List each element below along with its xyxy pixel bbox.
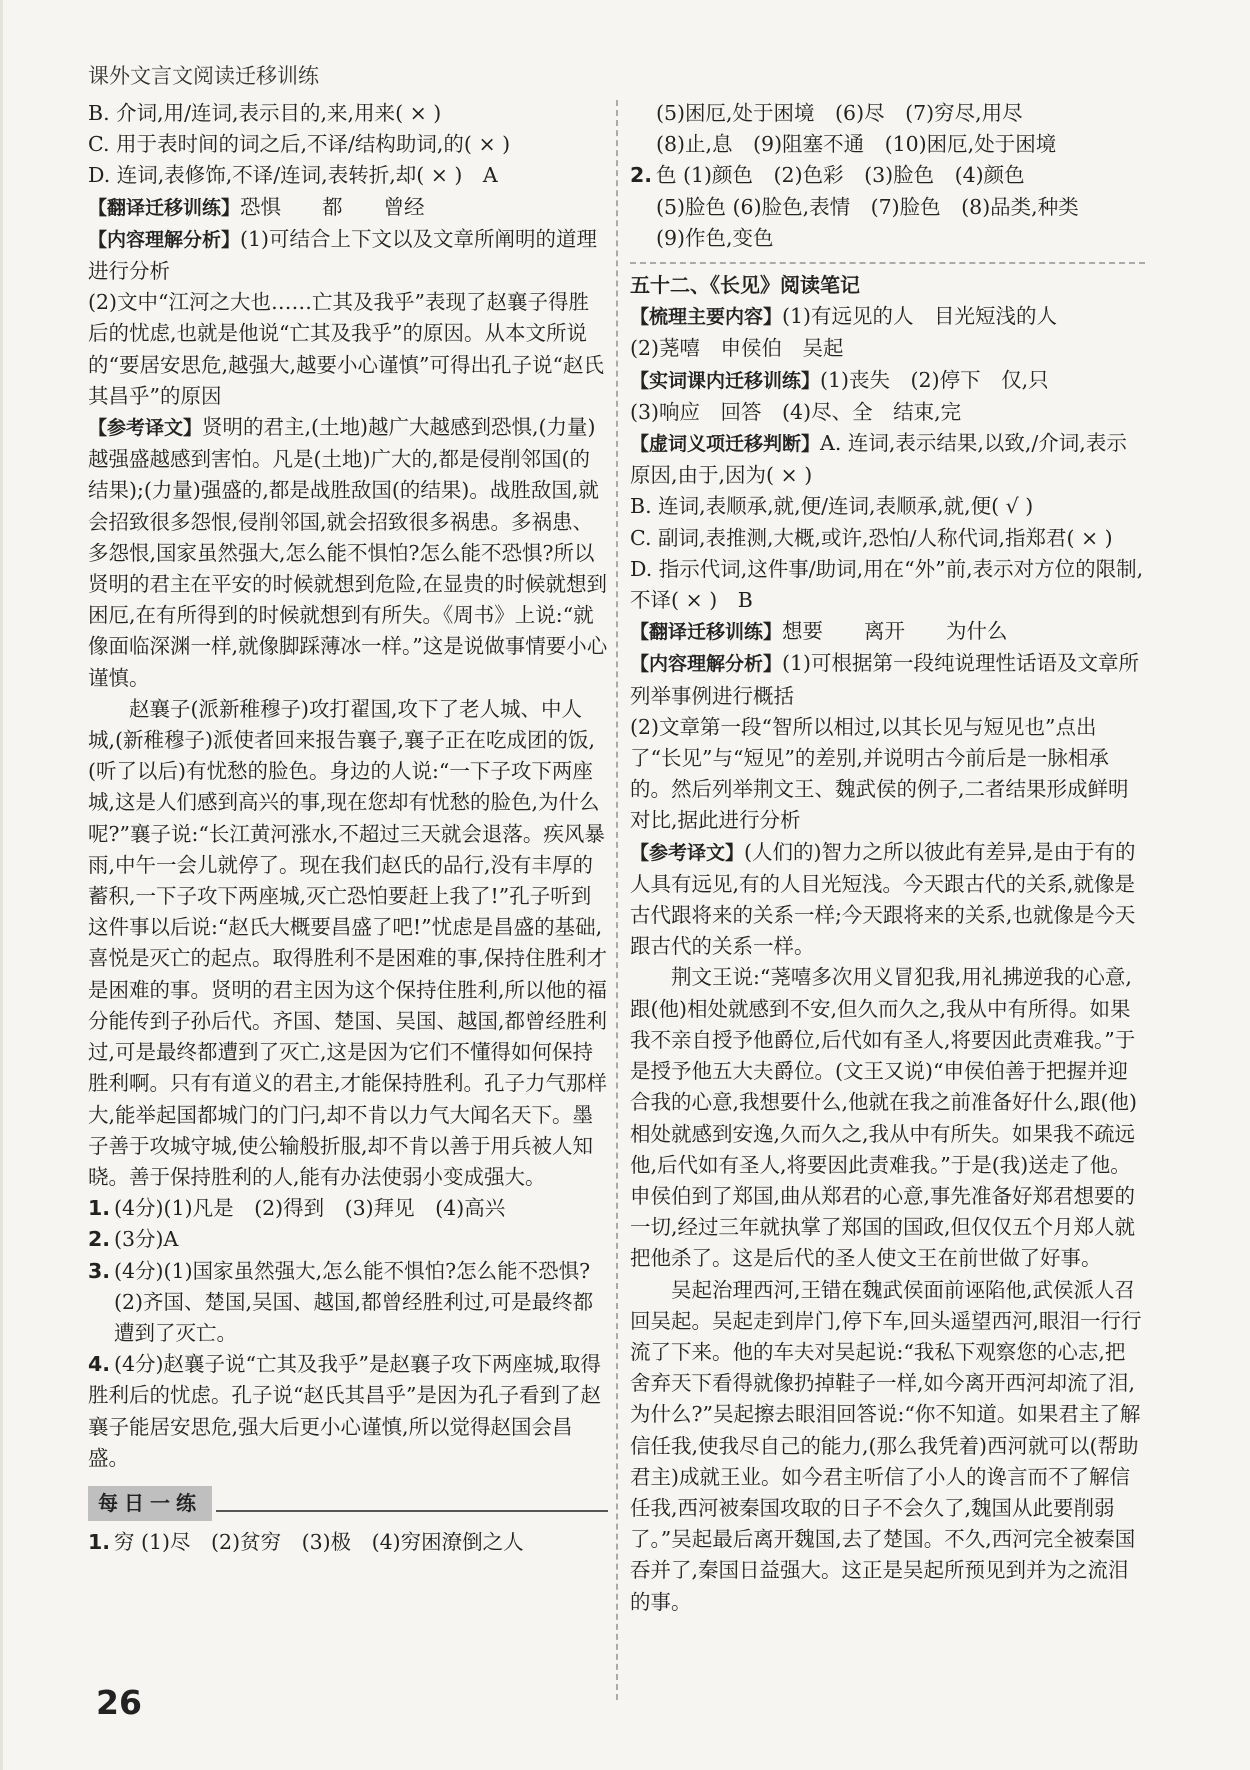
text-line: C. 用于表时间的词之后,不译/结构助词,的( × ) (88, 132, 511, 157)
running-header: 课外文言文阅读迁移训练 (88, 64, 319, 88)
column-divider (616, 100, 618, 1700)
section-line (630, 616, 1145, 648)
section-tag: 【翻译迁移训练】 (630, 621, 783, 644)
numbered-answer (88, 1256, 608, 1287)
daily-practice-rule (216, 1496, 608, 1512)
section-line (630, 365, 1145, 397)
section-title: 五十二、《长见》阅读笔记 (630, 273, 860, 298)
answer-continuation: (5)脸色 (6)脸色,表情 (7)脸色 (8)品类,种类 (656, 194, 1079, 219)
numbered-answer (88, 1349, 608, 1474)
section-line (630, 301, 1145, 333)
dashed-separator (630, 262, 1145, 264)
answer-text: 穷 (1)尽 (2)贫穷 (3)极 (4)穷困潦倒之人 (114, 1530, 524, 1555)
numbered-answer (88, 1527, 608, 1558)
answer-number: 4. (88, 1352, 111, 1377)
numbered-answer (88, 1224, 608, 1255)
section-text: 想要 离开 为什么 (782, 619, 1008, 644)
section-text: (1)有远见的人 目光短浅的人 (782, 304, 1058, 329)
section-text: (1)丧失 (2)停下 仅,只 (820, 367, 1049, 392)
text-line: (2)文中“江河之大也……亡其及我乎”表现了赵襄子得胜后的忧虑,也就是他说“亡其及我乎”的原因。从本文所说的“要居安思危,越强大,越要小心谨慎”可得出孔子说“赵氏其昌乎”的原因 (88, 290, 604, 408)
page-number: 26 (96, 1683, 142, 1722)
text-line: B. 介词,用/连词,表示目的,来,用来( × ) (88, 101, 442, 125)
section-line (88, 224, 608, 287)
answer-number: 1. (88, 1196, 111, 1221)
numbered-answer (88, 1193, 608, 1224)
answer-continuation: (9)作色,变色 (656, 225, 774, 250)
section-line (88, 412, 608, 694)
section-line (630, 837, 1145, 963)
text-line: (2)荛嘻 申侯伯 吴起 (630, 336, 844, 361)
answer-text: (4分)赵襄子说“亡其及我乎”是赵襄子攻下两座城,取得胜利后的忧虑。孔子说“赵氏其昌乎”是因为孔子看到了赵襄子能居安思危,强大后更小心谨慎,所以觉得赵国会昌盛。 (88, 1352, 602, 1470)
answer-text: 色 (1)颜色 (2)色彩 (3)脸色 (4)颜色 (656, 163, 1025, 188)
text-line: (2)文章第一段“智所以相过,以其长见与短见也”点出了“长见”与“短见”的差别,并说明古今前后是一脉相承的。然后列举荆文王、魏武侯的例子,二者结果形成鲜明对比,据此进行分析 (630, 714, 1129, 833)
translation-paragraph: 赵襄子(派新稚穆子)攻打翟国,攻下了老人城、中人城,(新稚穆子)派使者回来报告襄子,襄子正在吃成团的饭,(听了以后)有忧愁的脸色。身边的人说:“一下子攻下两座城,这是人们感到高兴的事,现在您却有忧愁的脸色,为什么呢?”襄子说:“长江黄河涨水,不超过三天就会退落。疾风暴雨,中午一会儿就停了。现在我们赵氏的品行,没有丰厚的蓄积,一下子攻下两座城,灭亡恐怕要赶上我了!”孔子听到这件事以后说:“赵氏大概要昌盛了吧!”忧虑是昌盛的基础,喜悦是灭亡的起点。取得胜利不是困难的事,保持住胜利才是困难的事。贤明的君主因为这个保持住胜利,所以他的福分能传到子孙后代。齐国、楚国、吴国、越国,都曾经胜利过,可是最终都遭到了灭亡,这是因为它们不懂得如何保持胜利啊。只有有道义的君主,才能保持胜利。孔子力气那样大,能举起国都城门的门闩,却不肯以力气大闻名天下。墨子善于攻城守城,使公输般折服,却不肯以善于用兵被人知晓。善于保持胜利的人,能有办法使弱小变成强大。 (88, 696, 608, 1189)
answer-continuation: (2)齐国、楚国,吴国、越国,都曾经胜利过,可是最终都遭到了灭亡。 (114, 1289, 594, 1345)
answer-number: 1. (88, 1530, 111, 1555)
section-text: 贤明的君主,(土地)越广大越感到恐惧,(力量)越强盛越感到害怕。凡是(土地)广大的,都是侵削邻国(的结果);(力量)强盛的,都是战胜敌国(的结果)。战胜敌国,就会招致很多怨恨,侵削邻国,就会招致很多祸患。多祸患、多怨恨,国家虽然强大,怎么能不惧怕?怎么能不恐惧?所以贤明的君主在平安的时候就想到危险,在显贵的时候就想到困厄,在有所得到的时候就想到有所失。《周书》上说:“就像面临深渊一样,就像脚踩薄冰一样。”这是说做事情要小心谨慎。 (88, 415, 608, 690)
section-line (88, 192, 608, 224)
section-tag: 【内容理解分析】 (88, 228, 241, 251)
answer-number: 2. (630, 163, 653, 188)
section-text: 恐惧 都 曾经 (240, 194, 425, 219)
section-tag: 【实词课内迁移训练】 (630, 369, 821, 392)
text-line: C. 副词,表推测,大概,或许,恐怕/人称代词,指郑君( × ) (630, 525, 1113, 550)
section-text: A. 连词,表示结果,以致,/介词,表示原因,由于,因为( × ) (630, 431, 1127, 488)
text-line: B. 连词,表顺承,就,便/连词,表顺承,就,便( √ ) (630, 494, 1034, 519)
section-text: (1)可根据第一段纯说理性话语及文章所列举事例进行概括 (630, 651, 1140, 708)
answer-continuation: (5)困厄,处于困境 (6)尽 (7)穷尽,用尽 (656, 101, 1023, 125)
answer-text: (4分)(1)凡是 (2)得到 (3)拜见 (4)高兴 (114, 1196, 506, 1221)
section-line (630, 648, 1145, 711)
section-text: (人们的)智力之所以彼此有差异,是由于有的人具有远见,有的人目光短浅。今天跟古代的关系,就像是古代跟将来的关系一样;今天跟将来的关系,也就像是今天跟古代的关系一样。 (630, 839, 1136, 959)
text-line: (3)响应 回答 (4)尽、全 结束,完 (630, 399, 962, 424)
text-line: D. 连词,表修饰,不译/连词,表转折,却( × ) A (88, 163, 498, 188)
daily-practice-label: 每日一练 (88, 1486, 212, 1521)
translation-paragraph: 荆文王说:“荛嘻多次用义冒犯我,用礼拂逆我的心意,跟(他)相处就感到不安,但久而久之,我从中有所得。如果我不亲自授予他爵位,后代如有圣人,将要因此责难我。”于是授予他五大夫爵位。(文王又说)“申侯伯善于把握并迎合我的心意,我想要什么,他就在我之前准备好什么,跟(他)相处就感到安逸,久而久之,我从中有所失。如果我不疏远他,后代如有圣人,将要因此责难我。”于是(我)送走了他。申侯伯到了郑国,曲从郑君的心意,事先准备好郑君想要的一切,经过三年就执掌了郑国的国政,但仅仅五个月郑人就把他杀了。这是后代的圣人使文王在前世做了好事。 (630, 965, 1138, 1271)
section-text: (1)可结合上下文以及文章所阐明的道理进行分析 (88, 226, 598, 284)
section-tag: 【梳理主要内容】 (630, 306, 783, 329)
section-tag: 【参考译文】 (88, 417, 203, 440)
answer-text: (3分)A (114, 1227, 179, 1252)
section-tag: 【参考译文】 (630, 841, 745, 864)
section-tag: 【内容理解分析】 (630, 653, 783, 676)
section-tag: 【虚词义项迁移判断】 (630, 433, 821, 456)
right-column (630, 98, 1145, 1618)
answer-number: 2. (88, 1227, 111, 1252)
text-line: D. 指示代词,这件事/助词,用在“外”前,表示对方位的限制,不译( × ) B (630, 556, 1144, 613)
section-tag: 【翻译迁移训练】 (88, 196, 241, 219)
daily-practice-header (88, 1486, 608, 1521)
answer-number: 3. (88, 1258, 111, 1283)
left-column (88, 98, 608, 1558)
answer-text: (4分)(1)国家虽然强大,怎么能不惧怕?怎么能不恐惧? (114, 1258, 591, 1283)
numbered-answer (630, 160, 1145, 191)
translation-paragraph: 吴起治理西河,王错在魏武侯面前诬陷他,武侯派人召回吴起。吴起走到岸门,停下车,回头遥望西河,眼泪一行行流了下来。他的车夫对吴起说:“我私下观察您的心志,把舍弃天下看得就像扔掉鞋子一样,如今离开西河却流了泪,为什么?”吴起擦去眼泪回答说:“你不知道。如果君主了解信任我,使我尽自己的能力,(那么我凭着)西河就可以(帮助君主)成就王业。如今君主听信了小人的谗言而不了解信任我,西河被秦国攻取的日子不会久了,魏国从此要削弱了。”吴起最后离开魏国,去了楚国。不久,西河完全被秦国吞并了,秦国日益强大。这正是吴起所预见到并为之流泪的事。 (630, 1277, 1142, 1614)
answer-continuation: (8)止,息 (9)阻塞不通 (10)困厄,处于困境 (656, 132, 1057, 157)
section-line (630, 428, 1145, 491)
